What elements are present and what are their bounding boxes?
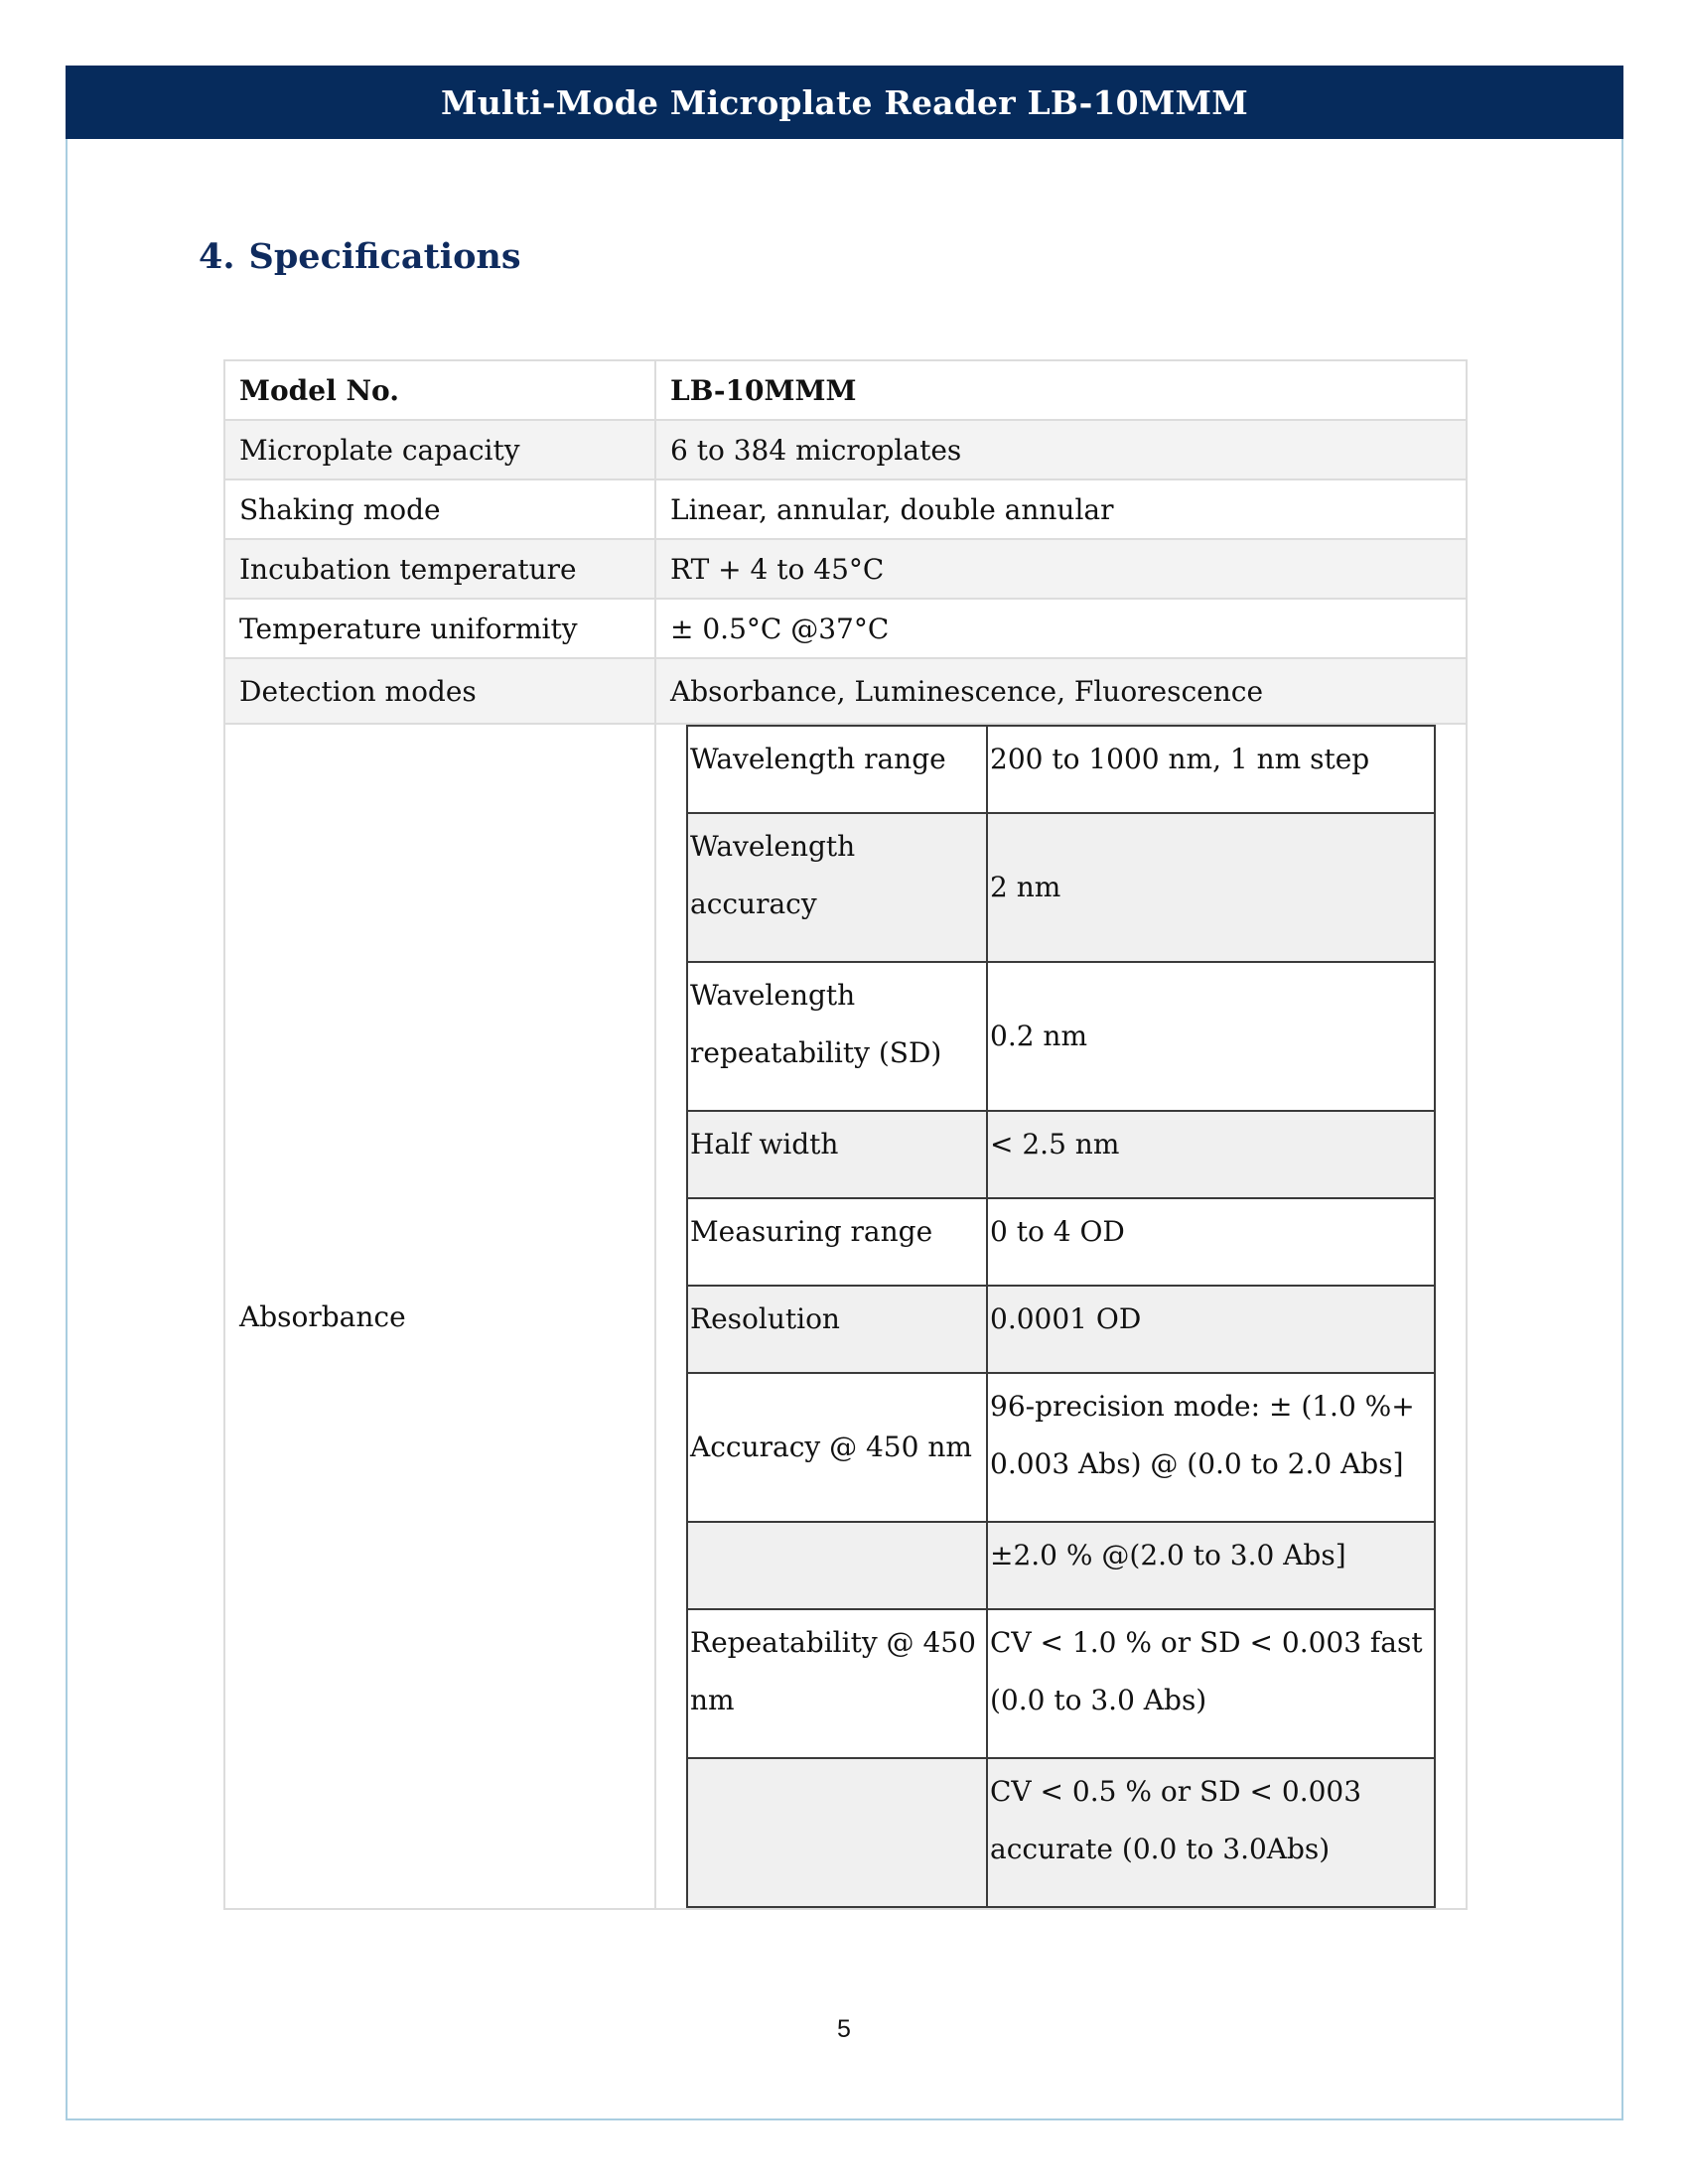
absorbance-value: 96-precision mode: ± (1.0 %+ 0.003 Abs) @ (0.0 to 2.0 Abs] xyxy=(987,1373,1435,1522)
spec-value: LB-10MMM xyxy=(655,360,1467,420)
absorbance-value: 0 to 4 OD xyxy=(987,1198,1435,1286)
document-header xyxy=(66,66,1623,139)
spec-label: Model No. xyxy=(224,360,655,420)
spec-label: Incubation temperature xyxy=(224,539,655,599)
absorbance-value: 0.0001 OD xyxy=(987,1286,1435,1373)
spec-value: Linear, annular, double annular xyxy=(655,479,1467,539)
section-title: Specifications xyxy=(248,236,521,277)
specifications-table xyxy=(223,359,1468,1910)
subtable-row xyxy=(687,1522,1435,1609)
absorbance-param: Wavelength accuracy xyxy=(687,813,987,962)
absorbance-param: Repeatability @ 450 nm xyxy=(687,1609,987,1758)
page-number: 5 xyxy=(837,2015,851,2043)
table-row xyxy=(224,539,1467,599)
absorbance-value: < 2.5 nm xyxy=(987,1111,1435,1198)
table-row xyxy=(224,360,1467,420)
subtable-row xyxy=(687,1111,1435,1198)
section-number: 4. xyxy=(199,236,235,277)
subtable-row xyxy=(687,813,1435,962)
table-row xyxy=(224,658,1467,724)
absorbance-param: Half width xyxy=(687,1111,987,1198)
subtable-row xyxy=(687,1373,1435,1522)
subtable-row xyxy=(687,1758,1435,1907)
section-heading xyxy=(199,236,521,277)
absorbance-subtable xyxy=(686,725,1436,1908)
absorbance-param xyxy=(687,1522,987,1609)
absorbance-param: Measuring range xyxy=(687,1198,987,1286)
absorbance-param: Accuracy @ 450 nm xyxy=(687,1373,987,1522)
spec-value: RT + 4 to 45°C xyxy=(655,539,1467,599)
absorbance-param: Resolution xyxy=(687,1286,987,1373)
spec-label: Detection modes xyxy=(224,658,655,724)
document-title: Multi-Mode Microplate Reader LB-10MMM xyxy=(441,82,1248,122)
absorbance-param: Wavelength range xyxy=(687,726,987,813)
subtable-row xyxy=(687,962,1435,1111)
absorbance-cell xyxy=(655,724,1467,1909)
spec-label-absorbance: Absorbance xyxy=(224,724,655,1909)
spec-value: 6 to 384 microplates xyxy=(655,420,1467,479)
subtable-row xyxy=(687,1198,1435,1286)
spec-value: Absorbance, Luminescence, Fluorescence xyxy=(655,658,1467,724)
spec-value: ± 0.5°C @37°C xyxy=(655,599,1467,658)
absorbance-param: Wavelength repeatability (SD) xyxy=(687,962,987,1111)
table-row xyxy=(224,420,1467,479)
spec-label: Shaking mode xyxy=(224,479,655,539)
table-row-absorbance xyxy=(224,724,1467,1909)
absorbance-value: ±2.0 % @(2.0 to 3.0 Abs] xyxy=(987,1522,1435,1609)
absorbance-value: CV < 1.0 % or SD < 0.003 fast (0.0 to 3.0 Abs) xyxy=(987,1609,1435,1758)
absorbance-param xyxy=(687,1758,987,1907)
table-row xyxy=(224,599,1467,658)
subtable-row xyxy=(687,726,1435,813)
absorbance-value: 200 to 1000 nm, 1 nm step xyxy=(987,726,1435,813)
subtable-row xyxy=(687,1609,1435,1758)
table-row xyxy=(224,479,1467,539)
absorbance-value: CV < 0.5 % or SD < 0.003 accurate (0.0 to 3.0Abs) xyxy=(987,1758,1435,1907)
spec-label: Temperature uniformity xyxy=(224,599,655,658)
absorbance-value: 0.2 nm xyxy=(987,962,1435,1111)
subtable-row xyxy=(687,1286,1435,1373)
spec-label: Microplate capacity xyxy=(224,420,655,479)
absorbance-value: 2 nm xyxy=(987,813,1435,962)
